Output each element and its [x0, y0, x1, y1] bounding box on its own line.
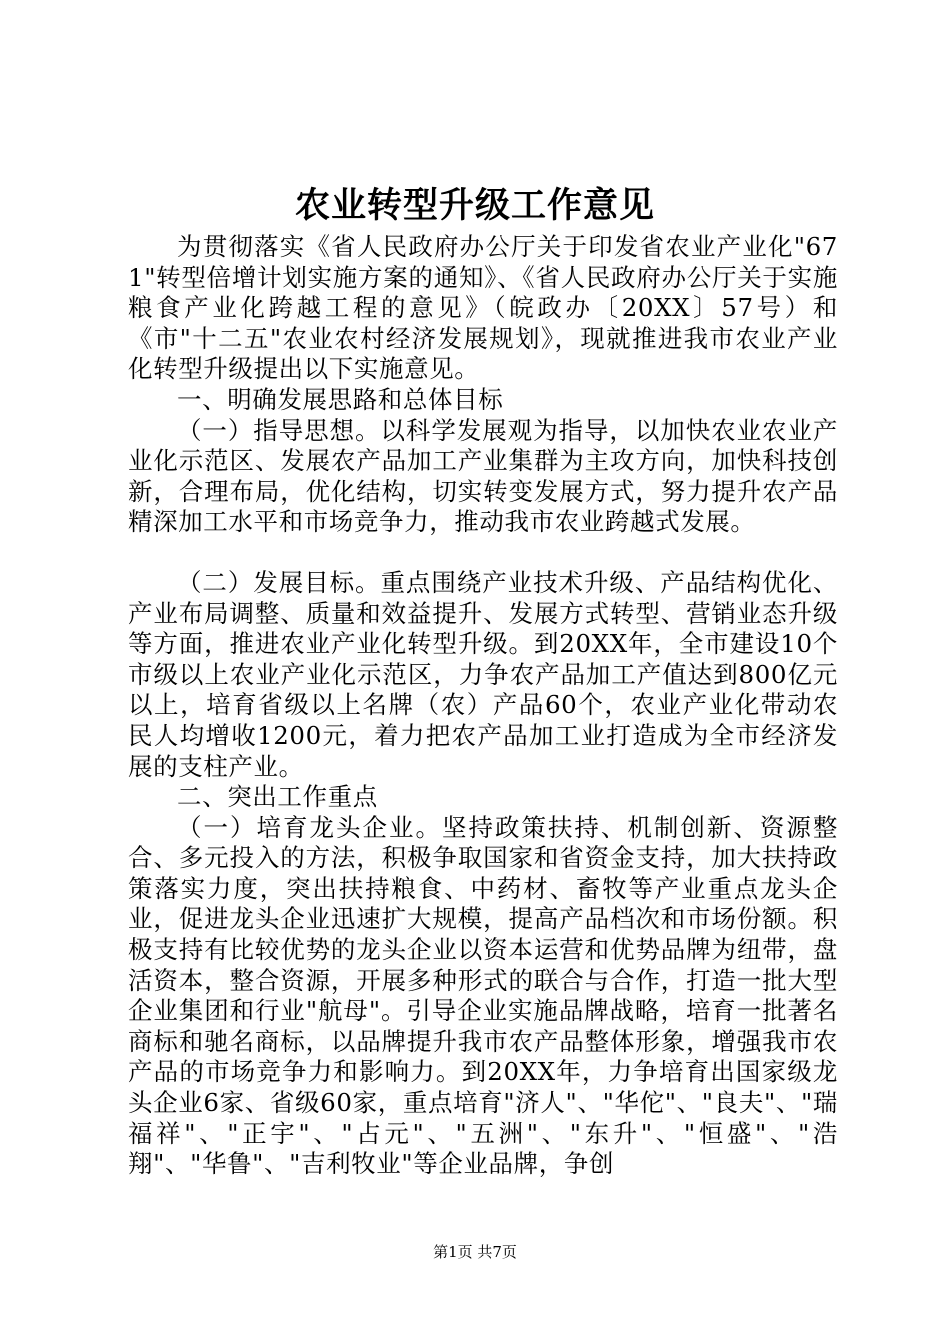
development-goals-paragraph: （二）发展目标。重点围绕产业技术升级、产品结构优化、产业布局调整、质量和效益提升、发展方式转型、营销业态升级等方面，推进农业产业化转型升级。到20XX年，全市建设10个市级以上农业产业化示范区，力争农产品加工产值达到800亿元以上，培育省级以上名牌（农）产品60个，农业产业化带动农民人均增收1200元，着力把农产品加工业打造成为全市经济发展的支柱产业。 [128, 567, 838, 781]
guiding-thought-paragraph: （一）指导思想。以科学发展观为指导，以加快农业农业产业化示范区、发展农产品加工产业集群为主攻方向，加快科技创新，合理布局，优化结构，切实转变发展方式，努力提升农产品精深加工水平和市场竞争力，推动我市农业跨越式发展。 [128, 415, 838, 537]
intro-paragraph: 为贯彻落实《省人民政府办公厅关于印发省农业产业化"671"转型倍增计划实施方案的通知》、《省人民政府办公厅关于实施粮食产业化跨越工程的意见》（皖政办〔20XX〕57号）和《市"十二五"农业农村经济发展规划》，现就推进我市农业产业化转型升级提出以下实施意见。 [128, 232, 838, 384]
document-body [128, 232, 838, 1180]
page-footer: 第1页 共7页 [433, 1243, 517, 1261]
document-title: 农业转型升级工作意见 [294, 185, 655, 226]
leading-enterprises-paragraph: （一）培育龙头企业。坚持政策扶持、机制创新、资源整合、多元投入的方法，积极争取国家和省资金支持，加大扶持政策落实力度，突出扶持粮食、中药材、畜牧等产业重点龙头企业，促进龙头企业迅速扩大规模，提高产品档次和市场份额。积极支持有比较优势的龙头企业以资本运营和优势品牌为纽带，盘活资本，整合资源，开展多种形式的联合与合作，打造一批大型企业集团和行业"航母"。引导企业实施品牌战略，培育一批著名商标和驰名商标，以品牌提升我市农产品整体形象，增强我市农产品的市场竞争力和影响力。到20XX年，力争培育出国家级龙头企业6家、省级60家，重点培育"济人"、"华佗"、"良夫"、"瑞福祥"、"正宇"、"占元"、"五洲"、"东升"、"恒盛"、"浩翔"、"华鲁"、"吉利牧业"等企业品牌，争创 [128, 812, 838, 1179]
section-heading-2: 二、突出工作重点 [177, 782, 378, 812]
section-heading-1: 一、明确发展思路和总体目标 [177, 384, 504, 414]
